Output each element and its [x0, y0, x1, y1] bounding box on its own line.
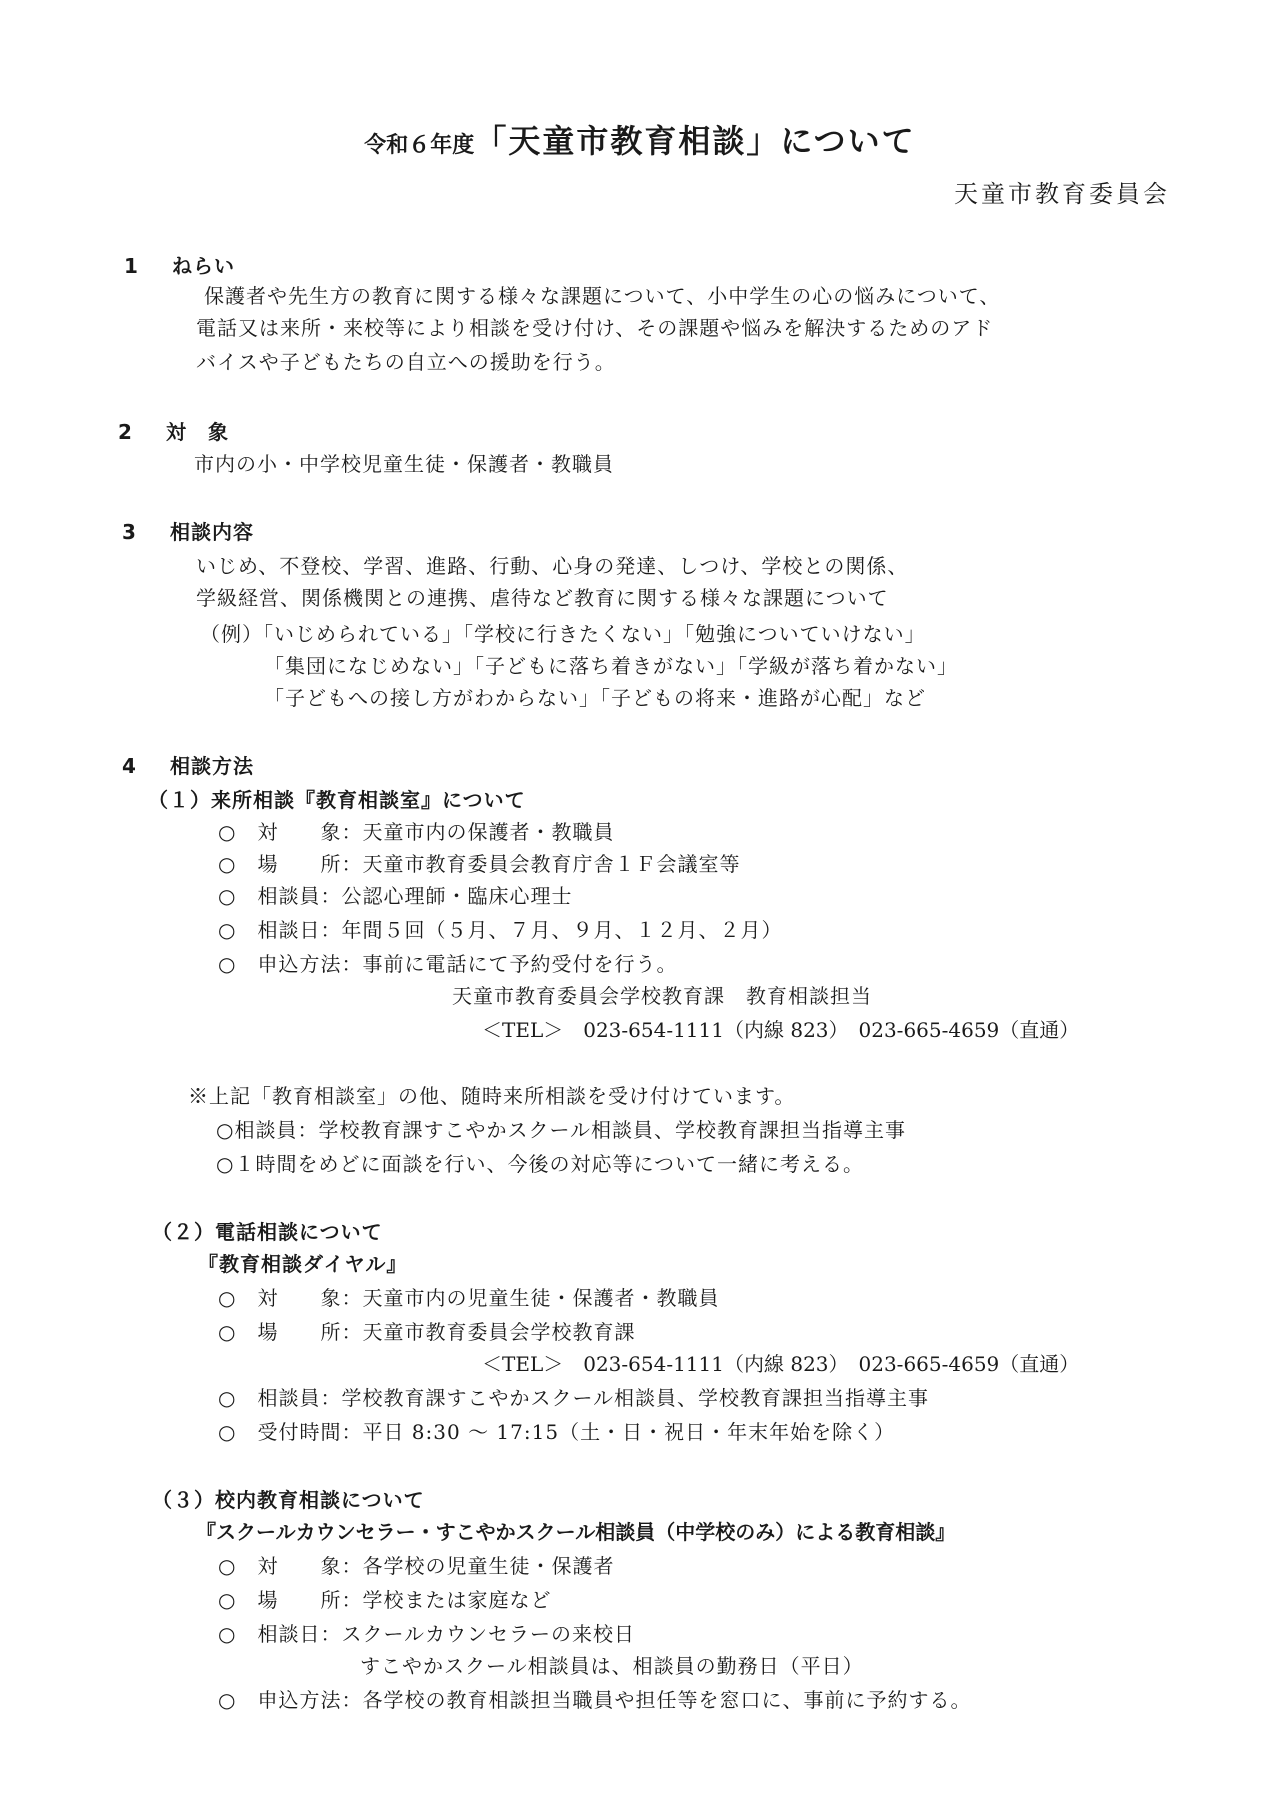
section-1-text-line: 保護者や先生方の教育に関する様々な課題について、小中学生の心の悩みについて、	[204, 284, 1001, 308]
subsection-1-contact: 天童市教育委員会学校教育課 教育相談担当	[452, 984, 872, 1008]
section-3-example-line: （例）「いじめられている」「学校に行きたくない」「勉強についていけない」	[200, 622, 926, 646]
section-3-heading	[122, 516, 254, 545]
title-main: 「天童市教育相談」について	[474, 122, 916, 160]
section-4-heading	[122, 750, 254, 779]
section-3-text-line: いじめ、不登校、学習、進路、行動、心身の発達、しつけ、学校との関係、	[196, 554, 909, 578]
subsection-1-note: ※上記「教育相談室」の他、随時来所相談を受け付けています。	[188, 1084, 796, 1108]
document-title	[0, 116, 1280, 162]
subsection-1-heading: （１）来所相談『教育相談室』について	[148, 788, 526, 812]
subsection-1-item: ○ 相談日：年間５回（５月、７月、９月、１２月、２月）	[218, 918, 783, 942]
subsection-2-heading: （２）電話相談について	[152, 1220, 383, 1244]
subsection-3-item: ○ 相談日：スクールカウンセラーの来校日	[218, 1622, 636, 1646]
title-prefix: 令和６年度	[364, 133, 475, 158]
section-1-heading	[124, 250, 235, 279]
subsection-2-item: ○ 受付時間：平日 8:30 ～ 17:15（土・日・祝日・年末年始を除く）	[218, 1420, 896, 1444]
section-3-example-line: 「集団になじめない」「子どもに落ち着きがない」「学級が落ち着かない」	[264, 654, 958, 678]
section-title: 相談内容	[170, 520, 254, 544]
subsection-3-item-continuation: すこやかスクール相談員は、相談員の勤務日（平日）	[360, 1654, 864, 1678]
section-title: 相談方法	[170, 754, 254, 778]
section-title: 対 象	[166, 420, 229, 444]
subsection-1-telephone: ＜TEL＞ 023-654-1111（内線 823） 023-665-4659（直通）	[482, 1018, 1080, 1042]
section-number: 3	[122, 520, 137, 544]
section-2-text-line: 市内の小・中学校児童生徒・保護者・教職員	[194, 452, 614, 476]
subsection-2-title: 『教育相談ダイヤル』	[198, 1252, 408, 1276]
section-3-text-line: 学級経営、関係機関との連携、虐待など教育に関する様々な課題について	[196, 586, 889, 610]
subsection-1-note: ○相談員：学校教育課すこやかスクール相談員、学校教育課担当指導主事	[216, 1118, 907, 1142]
subsection-2-telephone: ＜TEL＞ 023-654-1111（内線 823） 023-665-4659（直通）	[482, 1352, 1080, 1376]
subsection-1-note: ○１時間をめどに面談を行い、今後の対応等について一緒に考える。	[216, 1152, 865, 1176]
section-2-heading	[118, 416, 229, 445]
section-3-example-line: 「子どもへの接し方がわからない」「子どもの将来・進路が心配」など	[264, 686, 926, 710]
subsection-1-item: ○ 対 象：天童市内の保護者・教職員	[218, 820, 615, 844]
subsection-3-item: ○ 場 所：学校または家庭など	[218, 1588, 552, 1612]
subsection-1-item: ○ 場 所：天童市教育委員会教育庁舎１Ｆ会議室等	[218, 852, 741, 876]
section-1-text-line: バイスや子どもたちの自立への援助を行う。	[196, 350, 616, 374]
subsection-3-heading: （３）校内教育相談について	[152, 1488, 425, 1512]
subsection-3-item: ○ 対 象：各学校の児童生徒・保護者	[218, 1554, 615, 1578]
section-number: 4	[122, 754, 137, 778]
section-1-text-line: 電話又は来所・来校等により相談を受け付け、その課題や悩みを解決するためのアド	[196, 316, 994, 340]
issuing-organization: 天童市教育委員会	[954, 180, 1170, 208]
subsection-3-item: ○ 申込方法：各学校の教育相談担当職員や担任等を窓口に、事前に予約する。	[218, 1688, 972, 1712]
section-number: 1	[124, 254, 139, 278]
section-number: 2	[118, 420, 133, 444]
subsection-2-item: ○ 相談員：学校教育課すこやかスクール相談員、学校教育課担当指導主事	[218, 1386, 930, 1410]
subsection-3-title: 『スクールカウンセラー・すこやかスクール相談員（中学校のみ）による教育相談』	[196, 1520, 956, 1544]
subsection-1-item: ○ 相談員：公認心理師・臨床心理士	[218, 884, 573, 908]
subsection-1-item: ○ 申込方法：事前に電話にて予約受付を行う。	[218, 952, 678, 976]
subsection-2-item: ○ 対 象：天童市内の児童生徒・保護者・教職員	[218, 1286, 720, 1310]
section-title: ねらい	[172, 254, 235, 278]
subsection-2-item: ○ 場 所：天童市教育委員会学校教育課	[218, 1320, 636, 1344]
